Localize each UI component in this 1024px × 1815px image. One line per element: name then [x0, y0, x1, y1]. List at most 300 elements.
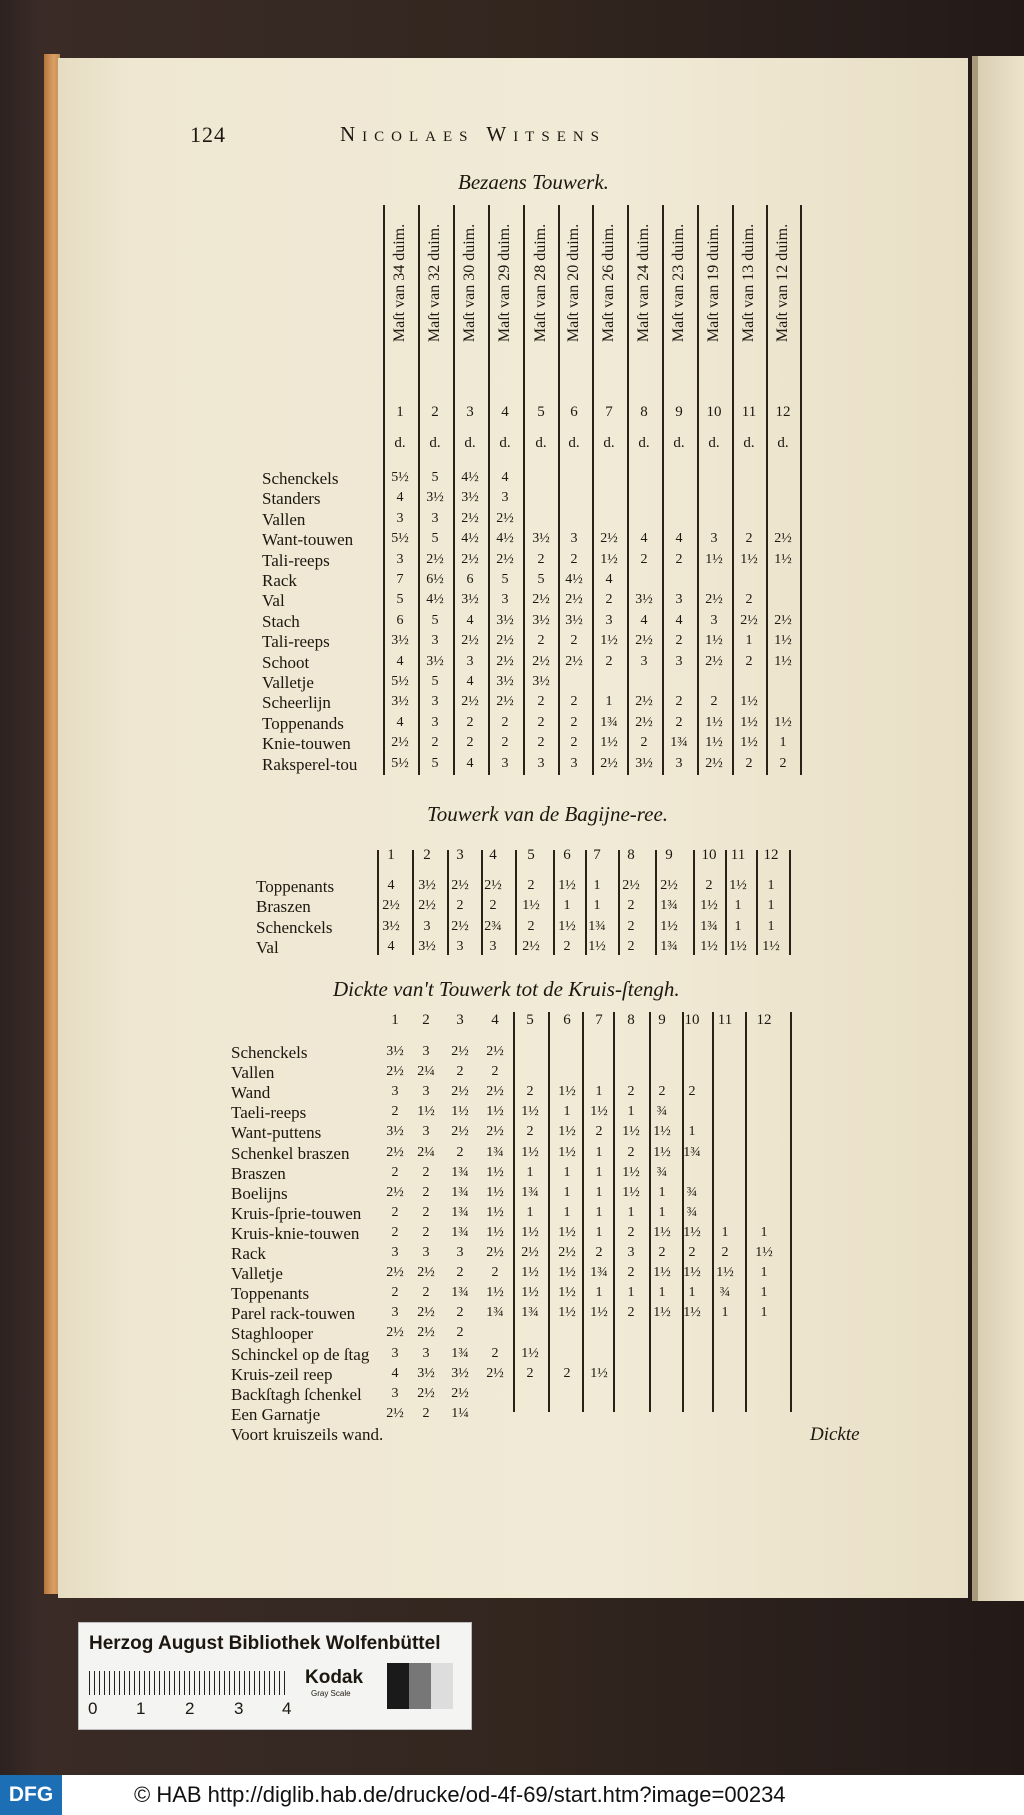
- table-cell: 2: [537, 694, 545, 710]
- column-rule: [662, 205, 664, 775]
- column-number: 6: [563, 847, 571, 863]
- row-label: Stach: [262, 611, 300, 631]
- column-number: 10: [706, 404, 722, 420]
- table-cell: 2: [745, 755, 753, 771]
- mast-column-header: [669, 185, 689, 380]
- table-cell: 2½: [600, 531, 618, 547]
- table-cell: 5½: [391, 755, 409, 771]
- table-cell: 3½: [532, 612, 550, 628]
- table-cell: 2¼: [417, 1144, 435, 1160]
- row-label: Schoot: [262, 652, 310, 672]
- column-number: 9: [665, 847, 673, 863]
- column-rule: [585, 850, 587, 955]
- table-cell: 1¾: [590, 1265, 608, 1281]
- table-cell: 2: [456, 1144, 464, 1160]
- table-cell: 2½: [417, 1305, 435, 1321]
- table-cell: 2: [491, 1064, 499, 1080]
- table-cell: 1½: [600, 633, 618, 649]
- column-rule: [697, 205, 699, 775]
- column-rule: [732, 205, 734, 775]
- table-cell: 2: [675, 633, 683, 649]
- table-cell: 2: [745, 653, 753, 669]
- row-label: Een Garnatje: [231, 1404, 321, 1424]
- table-cell: 3: [675, 653, 683, 669]
- table-cell: 2½: [451, 1385, 469, 1401]
- table-cell: 1¾: [700, 919, 718, 934]
- column-number: 2: [422, 1012, 430, 1028]
- row-label: Toppenants: [231, 1284, 310, 1304]
- table-cell: 3½: [426, 653, 444, 669]
- table-cell: 1¾: [683, 1144, 701, 1160]
- table-cell: ¾: [686, 1184, 698, 1200]
- table-cell: 1: [658, 1285, 666, 1301]
- table-cell: 2: [627, 898, 635, 913]
- ruler-number: 0: [88, 1699, 98, 1718]
- unit-label: d.: [499, 435, 511, 451]
- column-rule: [789, 850, 791, 955]
- table-cell: 4: [396, 714, 404, 730]
- table-cell: 1½: [600, 551, 618, 567]
- table-cell: 2½: [486, 1365, 504, 1381]
- column-rule: [592, 205, 594, 775]
- table-cell: 3½: [426, 490, 444, 506]
- table-cell: 2: [391, 1104, 399, 1120]
- table-cell: 2: [456, 1064, 464, 1080]
- table-cell: 1½: [521, 1224, 539, 1240]
- table-cell: 2: [527, 919, 535, 934]
- table-cell: 5: [431, 470, 439, 485]
- table-cell: 3: [675, 592, 683, 608]
- table-cell: 4½: [461, 531, 479, 547]
- table-cell: 1½: [451, 1104, 469, 1120]
- table-cell: 5½: [391, 674, 409, 689]
- column-rule: [558, 205, 560, 775]
- row-label: Scheerlijn: [262, 693, 331, 713]
- table-cell: 4: [640, 531, 648, 547]
- unit-label: d.: [603, 435, 615, 451]
- table-cell: 3: [422, 1044, 430, 1059]
- table-cell: ¾: [719, 1285, 731, 1301]
- table-cell: 3: [422, 1245, 430, 1260]
- table-cell: 1½: [653, 1305, 671, 1321]
- table-cell: 4: [387, 878, 395, 893]
- row-label: Valletje: [262, 673, 314, 692]
- table-cell: 2: [570, 735, 578, 751]
- table-cell: 1½: [558, 1084, 576, 1100]
- table-cell: 1: [627, 1204, 635, 1220]
- mast-column-header: [495, 185, 515, 380]
- gray-swatch-mid: [409, 1663, 431, 1709]
- table-cell: 1: [595, 1224, 603, 1240]
- table-cell: 2: [570, 694, 578, 710]
- table-cell: 1: [563, 1184, 571, 1200]
- table-cell: 1¾: [451, 1204, 469, 1220]
- table-cell: 2: [595, 1124, 603, 1140]
- table-cell: 3: [501, 490, 509, 506]
- table-cell: 2: [391, 1204, 399, 1220]
- row-label: Backſtagh ſchenkel: [231, 1384, 362, 1404]
- table-cell: 3½: [391, 633, 409, 649]
- table-cell: 2: [501, 714, 509, 730]
- table-cell: 2: [570, 714, 578, 730]
- table-cell: 2½: [418, 898, 436, 913]
- table-cell: 3: [640, 653, 648, 669]
- table-cell: 1: [734, 898, 742, 913]
- table-cell: 3½: [532, 674, 550, 689]
- row-label: Toppenants: [256, 877, 335, 896]
- row-label: Tali-reeps: [262, 550, 330, 570]
- library-name: Herzog August Bibliothek Wolfenbüttel: [89, 1633, 441, 1654]
- table-cell: 2: [422, 1405, 430, 1421]
- table-cell: 1½: [660, 919, 678, 934]
- row-label: Want-touwen: [262, 530, 354, 550]
- column-rule: [800, 205, 802, 775]
- mast-column-header: [773, 185, 793, 380]
- row-label: Schenckels: [262, 469, 339, 488]
- table-cell: 2: [570, 633, 578, 649]
- table-cell: 5: [431, 674, 439, 689]
- table-cell: 2: [570, 551, 578, 567]
- table-cell: 1: [760, 1305, 768, 1321]
- table-cell: 1¾: [451, 1224, 469, 1240]
- table-cell: 2½: [417, 1385, 435, 1401]
- table-cell: 2: [466, 714, 474, 730]
- table-cell: 1½: [486, 1184, 504, 1200]
- column-rule: [725, 850, 727, 955]
- table-cell: 2½: [774, 531, 792, 547]
- table-cell: 1½: [558, 1285, 576, 1301]
- table-cell: 3½: [635, 755, 653, 771]
- column-number: 2: [431, 404, 439, 420]
- table-cell: 2: [627, 1084, 635, 1100]
- table-cell: 2: [745, 592, 753, 608]
- column-rule: [613, 1012, 615, 1412]
- table-cell: 2: [605, 653, 613, 669]
- table-cell: 1½: [774, 551, 792, 567]
- table-cell: 2½: [635, 714, 653, 730]
- table-cell: 3: [396, 510, 404, 526]
- table-cell: 3: [456, 1245, 464, 1260]
- table-cell: 3: [422, 1345, 430, 1361]
- running-head: [190, 122, 607, 148]
- table-cell: 5: [431, 755, 439, 771]
- table-cell: 3: [456, 939, 464, 954]
- table-cell: 1½: [558, 1144, 576, 1160]
- table-cell: 2: [491, 1265, 499, 1281]
- table-cell: 1½: [683, 1224, 701, 1240]
- row-label: Rack: [262, 571, 297, 590]
- row-label: Taeli-reeps: [231, 1103, 307, 1123]
- column-number: 12: [756, 1012, 772, 1028]
- table-cell: 2: [627, 1224, 635, 1240]
- column-number: 3: [466, 404, 474, 420]
- table-cell: 2: [489, 898, 497, 913]
- table-cell: 2: [705, 878, 713, 893]
- table-cell: 1: [595, 1204, 603, 1220]
- table-cell: 4½: [565, 572, 583, 587]
- row-label: Vallen: [262, 509, 306, 529]
- dfg-logo: DFG: [0, 1775, 62, 1815]
- row-label: Braszen: [256, 897, 311, 916]
- table-cell: 2½: [496, 510, 514, 526]
- table-cell: 3: [675, 755, 683, 771]
- table-cell: 2: [422, 1204, 430, 1220]
- table-cell: 4: [466, 612, 474, 628]
- table-cell: 1½: [740, 551, 758, 567]
- mast-label: Maſt van 13 duim.: [740, 223, 757, 342]
- table-cell: 2: [675, 714, 683, 730]
- row-label: Kruis-zeil reep: [231, 1364, 333, 1384]
- color-target-card: [78, 1622, 472, 1730]
- table-cell: 3½: [496, 612, 514, 628]
- column-number: 1: [391, 1012, 399, 1028]
- table-cell: 4: [466, 755, 474, 771]
- table-cell: 1½: [558, 1224, 576, 1240]
- row-label: Kruis-knie-touwen: [231, 1223, 360, 1243]
- column-number: 12: [763, 847, 779, 863]
- row-label: Standers: [262, 489, 321, 509]
- table-cell: 2½: [532, 653, 550, 669]
- table-cell: 5½: [391, 531, 409, 547]
- table-cell: 3½: [386, 1124, 404, 1140]
- column-number: 8: [627, 847, 635, 863]
- table-cell: 3½: [391, 694, 409, 710]
- table-cell: 2: [491, 1345, 499, 1361]
- table-cell: 2½: [486, 1124, 504, 1140]
- table-cell: 2: [605, 592, 613, 608]
- ruler-scale: [89, 1671, 289, 1695]
- running-head-title: Nicolaes Witsens: [340, 122, 607, 146]
- table-cell: 2½: [461, 633, 479, 649]
- table-cell: 1¾: [660, 939, 678, 954]
- table-cell: 2½: [600, 755, 618, 771]
- table-cell: 2: [526, 1084, 534, 1100]
- table-cell: 1: [563, 1104, 571, 1120]
- table-cell: 3: [423, 919, 431, 934]
- table-cell: 1: [627, 1104, 635, 1120]
- table-cell: 3: [422, 1124, 430, 1140]
- table-cell: 3½: [635, 592, 653, 608]
- table-cell: 1½: [590, 1365, 608, 1381]
- column-number: 5: [537, 404, 545, 420]
- table-cell: 1: [526, 1164, 534, 1180]
- table-cell: 1½: [653, 1124, 671, 1140]
- table-cell: 1½: [700, 898, 718, 913]
- table-cell: 2: [391, 1224, 399, 1240]
- unit-label: d.: [638, 435, 650, 451]
- table-cell: ¾: [656, 1104, 668, 1120]
- column-number: 7: [595, 1012, 603, 1028]
- table-cell: 1½: [683, 1265, 701, 1281]
- ruler-number: 4: [282, 1699, 292, 1718]
- table-cell: 1½: [521, 1265, 539, 1281]
- column-number: 5: [526, 1012, 534, 1028]
- table-cell: 1: [745, 633, 753, 649]
- column-rule: [453, 205, 455, 775]
- table-cell: 1½: [600, 735, 618, 751]
- table-cell: 1½: [755, 1245, 773, 1260]
- column-number: 1: [387, 847, 395, 863]
- row-label: Toppenands: [262, 713, 344, 733]
- table-cell: 2½: [558, 1245, 576, 1260]
- table-cell: 2: [688, 1084, 696, 1100]
- column-number: 11: [717, 1012, 733, 1028]
- table-cell: 1½: [521, 1345, 539, 1361]
- row-label: Val: [262, 591, 285, 611]
- table-cell: 2½: [660, 878, 678, 893]
- table-cell: 2¾: [484, 919, 502, 934]
- table-cell: 2½: [496, 551, 514, 567]
- row-label: Schinckel op de ſtag: [231, 1344, 370, 1364]
- table-cell: 1½: [705, 633, 723, 649]
- column-rule: [377, 850, 379, 955]
- table-cell: 1¾: [600, 714, 618, 730]
- table-cell: 2½: [705, 592, 723, 608]
- column-rule: [756, 850, 758, 955]
- table-cell: 4: [396, 653, 404, 669]
- table-cell: 2: [391, 1164, 399, 1180]
- table-cell: 1: [595, 1084, 603, 1100]
- table-cell: 1¾: [486, 1144, 504, 1160]
- table-cell: 1½: [622, 1124, 640, 1140]
- table-cell: 1½: [558, 1305, 576, 1321]
- table-cell: ¾: [686, 1204, 698, 1220]
- column-number: 6: [563, 1012, 571, 1028]
- table-cell: 3: [710, 531, 718, 547]
- table-cell: 2: [466, 735, 474, 751]
- mast-column-header: [460, 185, 480, 380]
- table-cell: 1½: [486, 1104, 504, 1120]
- table-cell: 1½: [774, 653, 792, 669]
- table-cell: 2: [527, 878, 535, 893]
- table-cell: 4: [396, 490, 404, 506]
- table-cell: 1: [563, 1204, 571, 1220]
- mast-label: Maſt van 12 duim.: [774, 223, 791, 342]
- table-cell: 1½: [521, 1104, 539, 1120]
- unit-label: d.: [429, 435, 441, 451]
- table-cell: 5: [396, 592, 404, 608]
- unit-label: d.: [673, 435, 685, 451]
- column-rule: [515, 850, 517, 955]
- unit-label: d.: [394, 435, 406, 451]
- table-cell: 2½: [386, 1064, 404, 1080]
- table-cell: 1½: [486, 1285, 504, 1301]
- credit-link[interactable]: © HAB http://diglib.hab.de/drucke/od-4f-69/start.htm?image=00234: [134, 1782, 786, 1807]
- column-rule: [682, 1012, 684, 1412]
- table-cell: 1: [658, 1184, 666, 1200]
- unit-label: d.: [568, 435, 580, 451]
- table-cell: 2½: [486, 1044, 504, 1059]
- table-cell: 2½: [521, 1245, 539, 1260]
- table-cell: 1½: [558, 878, 576, 893]
- column-number: 10: [684, 1012, 700, 1028]
- row-label: Schenckels: [256, 918, 333, 937]
- table-cell: 2½: [565, 653, 583, 669]
- row-label: Braszen: [231, 1163, 286, 1183]
- table-cell: 1: [767, 919, 775, 934]
- table-cell: 1½: [716, 1265, 734, 1281]
- mast-label: Maſt van 20 duim.: [565, 223, 582, 342]
- row-label: Schenckels: [231, 1043, 308, 1062]
- table-cell: 1¾: [670, 735, 688, 751]
- table-cell: 2½: [774, 612, 792, 628]
- gray-swatch-black: [387, 1663, 409, 1709]
- table-cell: 1½: [653, 1265, 671, 1281]
- facing-page-edge: [972, 56, 1024, 1601]
- table-cell: 2: [501, 735, 509, 751]
- table-cell: 1: [688, 1285, 696, 1301]
- table-cell: 5: [537, 572, 545, 587]
- table-cell: 3: [570, 531, 578, 547]
- table-cell: 1¾: [451, 1164, 469, 1180]
- table-cell: 2½: [486, 1245, 504, 1260]
- table-cell: 2½: [386, 1405, 404, 1421]
- unit-label: d.: [708, 435, 720, 451]
- column-rule: [481, 850, 483, 955]
- table-cell: ¾: [656, 1164, 668, 1180]
- table-cell: 2½: [496, 633, 514, 649]
- table-cell: 1½: [558, 919, 576, 934]
- table-cell: 5: [431, 612, 439, 628]
- table-cell: 1½: [774, 633, 792, 649]
- row-label: Staghlooper: [231, 1324, 314, 1344]
- table-cell: 5½: [391, 470, 409, 485]
- column-number: 8: [640, 404, 648, 420]
- table-cell: 3: [489, 939, 497, 954]
- column-number: 5: [527, 847, 535, 863]
- column-rule: [627, 205, 629, 775]
- table-cell: 6: [466, 572, 474, 587]
- table-cell: 1½: [622, 1164, 640, 1180]
- row-label: Knie-touwen: [262, 734, 351, 754]
- column-number: 11: [730, 847, 746, 863]
- table-cell: 6½: [426, 572, 444, 587]
- gray-swatch-light: [431, 1663, 453, 1709]
- table-cell: 1: [767, 898, 775, 913]
- table-cell: 2: [431, 735, 439, 751]
- table-cell: 2: [563, 1365, 571, 1381]
- table-cell: 2½: [417, 1265, 435, 1281]
- table-cell: 1½: [700, 939, 718, 954]
- table-cell: 1: [760, 1224, 768, 1240]
- unit-label: d.: [464, 435, 476, 451]
- table-cell: 2½: [386, 1144, 404, 1160]
- footer-bar: [0, 1775, 1024, 1815]
- row-label: Vallen: [231, 1063, 275, 1083]
- table3-title: Dickte van't Touwerk tot de Kruis-ſtengh.: [333, 977, 680, 1001]
- column-number: 1: [396, 404, 404, 420]
- table-cell: 2: [658, 1084, 666, 1100]
- table-cell: 2: [456, 1305, 464, 1321]
- column-number: 9: [658, 1012, 666, 1028]
- mast-label: Maſt van 23 duim.: [670, 223, 687, 342]
- table-cell: 1½: [590, 1104, 608, 1120]
- table-cell: 2: [710, 694, 718, 710]
- table-cell: 1¾: [451, 1285, 469, 1301]
- table-cell: 1: [595, 1164, 603, 1180]
- table-cell: 2: [422, 1164, 430, 1180]
- table-cell: 1½: [762, 939, 780, 954]
- ruler-number: 2: [185, 1699, 195, 1718]
- table-cell: 2: [627, 939, 635, 954]
- table-cell: 2: [422, 1224, 430, 1240]
- table-cell: 3: [605, 612, 613, 628]
- column-number: 2: [423, 847, 431, 863]
- table-cell: 1½: [729, 939, 747, 954]
- table-cell: 2: [688, 1245, 696, 1260]
- mast-label: Maſt van 28 duim.: [532, 223, 549, 342]
- table-cell: 3: [431, 510, 439, 526]
